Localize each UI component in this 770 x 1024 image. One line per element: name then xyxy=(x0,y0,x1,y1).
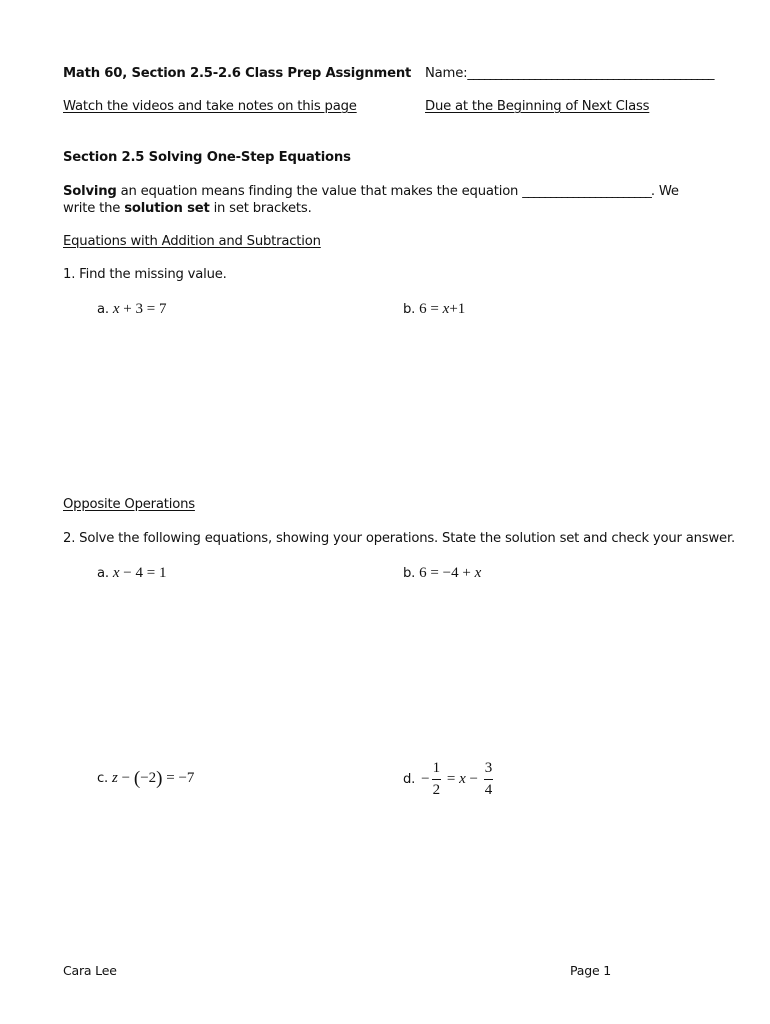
problem-1-prompt: 1. Find the missing value. xyxy=(63,267,227,282)
problem-1b-equation: 6 = x+1 xyxy=(419,301,466,317)
name-field-label xyxy=(425,66,713,81)
problem-1a-equation: x + 3 = 7 xyxy=(112,301,167,317)
name-blank-line: ____________________________________________ xyxy=(467,66,714,81)
intro-text-3: in set brackets. xyxy=(209,201,312,216)
name-label: Name: xyxy=(425,66,468,81)
problem-2d xyxy=(403,759,495,799)
instructions-text: Watch the videos and take notes on this page xyxy=(63,99,357,114)
problem-2c-label: c. xyxy=(97,771,109,786)
intro-text-1: an equation means finding the value that makes the equation xyxy=(116,184,523,199)
intro-bold-solving: Solving xyxy=(63,184,117,199)
problem-1b xyxy=(403,301,465,318)
fraction-three-quarters: $\frac{3}{4}$ xyxy=(484,759,493,798)
due-date-text: Due at the Beginning of Next Class xyxy=(425,99,650,114)
intro-text-2: . We write the xyxy=(63,184,679,216)
problem-2c-equation: z − (−2) = −7 xyxy=(112,768,195,789)
fraction-one-half: $\frac{1}{2}$ xyxy=(432,759,441,798)
footer-page-number: Page 1 xyxy=(570,963,611,978)
problem-2-prompt: 2. Solve the following equations, showing your operations. State the solution set and check your answer. xyxy=(63,531,735,546)
problem-2a-equation: x − 4 = 1 xyxy=(112,565,167,581)
problem-2b-label: b. xyxy=(403,566,416,581)
problem-2c xyxy=(97,768,194,790)
subheading-opposite-operations: Opposite Operations xyxy=(63,497,195,512)
problem-2a-label: a. xyxy=(97,566,109,581)
problem-2d-label: d. xyxy=(403,771,416,787)
problem-1a-label: a. xyxy=(97,302,109,317)
problem-2a xyxy=(97,565,166,582)
problem-2b-equation: 6 = −4 + x xyxy=(419,565,482,581)
problem-2d-equation: − $\frac{1}{2}$ = x − $\frac{3}{4}$ xyxy=(421,759,493,798)
subheading-addition-subtraction: Equations with Addition and Subtraction xyxy=(63,234,321,249)
problem-2b xyxy=(403,565,481,582)
intro-blank-line: _______________________ xyxy=(522,184,651,199)
problem-1a xyxy=(97,301,166,318)
section-heading: Section 2.5 Solving One-Step Equations xyxy=(63,150,351,165)
problem-1b-label: b. xyxy=(403,302,416,317)
intro-paragraph xyxy=(63,183,703,217)
footer-author: Cara Lee xyxy=(63,963,117,978)
assignment-title: Math 60, Section 2.5-2.6 Class Prep Assignment xyxy=(63,66,412,81)
intro-bold-solution-set: solution set xyxy=(124,201,210,216)
